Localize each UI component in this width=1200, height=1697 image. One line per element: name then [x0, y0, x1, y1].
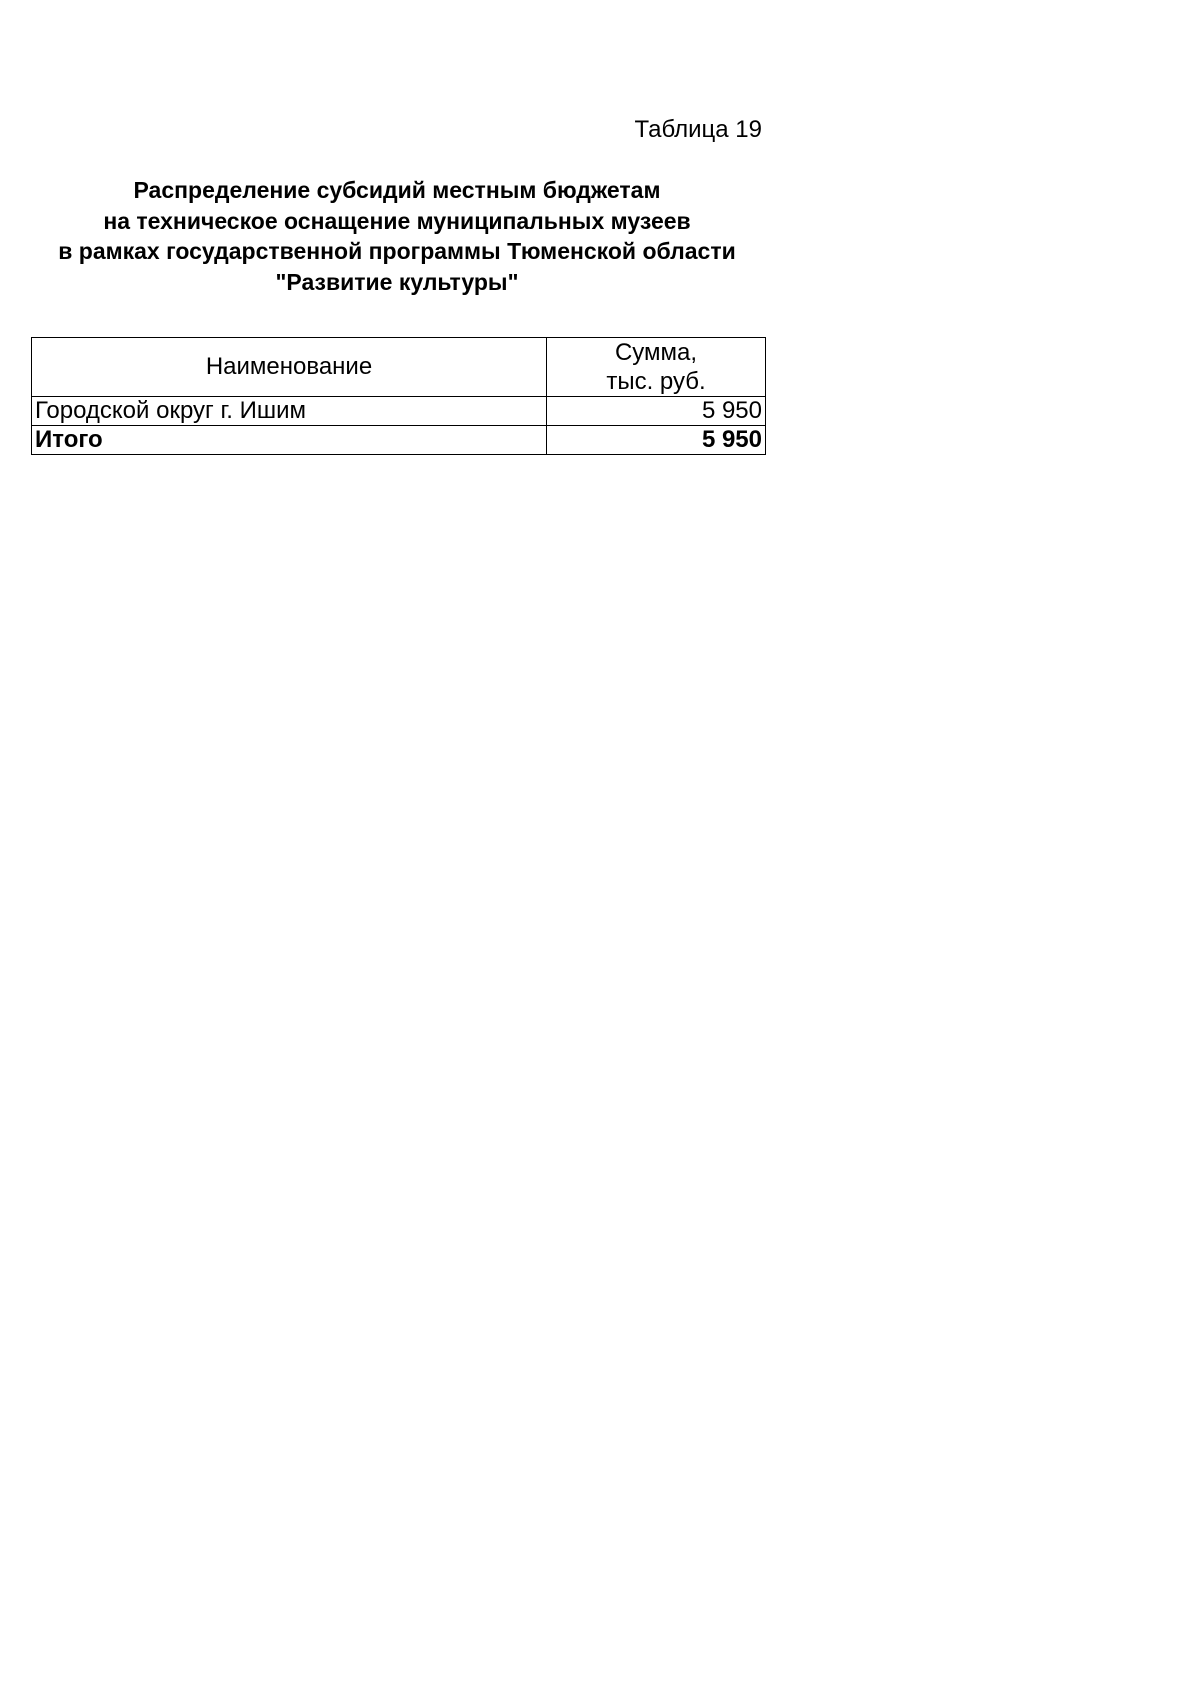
subsidy-table — [31, 337, 766, 455]
total-row — [32, 426, 766, 455]
row-name: Городской округ г. Ишим — [32, 397, 547, 426]
row-sum: 5 950 — [547, 397, 766, 426]
title-line-2: на техническое оснащение муниципальных музеев — [103, 207, 691, 234]
total-label: Итого — [32, 426, 547, 455]
table-row — [32, 397, 766, 426]
header-sum-line-2: тыс. руб. — [606, 368, 706, 395]
table-number: Таблица 19 — [634, 116, 762, 143]
header-name: Наименование — [32, 338, 547, 397]
header-sum-line-1: Сумма, — [614, 339, 698, 366]
total-sum: 5 950 — [547, 426, 766, 455]
title-line-4: "Развитие культуры" — [275, 268, 519, 295]
document-title — [30, 175, 764, 297]
title-line-1: Распределение субсидий местным бюджетам — [133, 177, 661, 203]
header-sum — [547, 338, 766, 397]
title-line-3: в рамках государственной программы Тюменской области — [58, 238, 736, 264]
table-header-row — [32, 338, 766, 397]
